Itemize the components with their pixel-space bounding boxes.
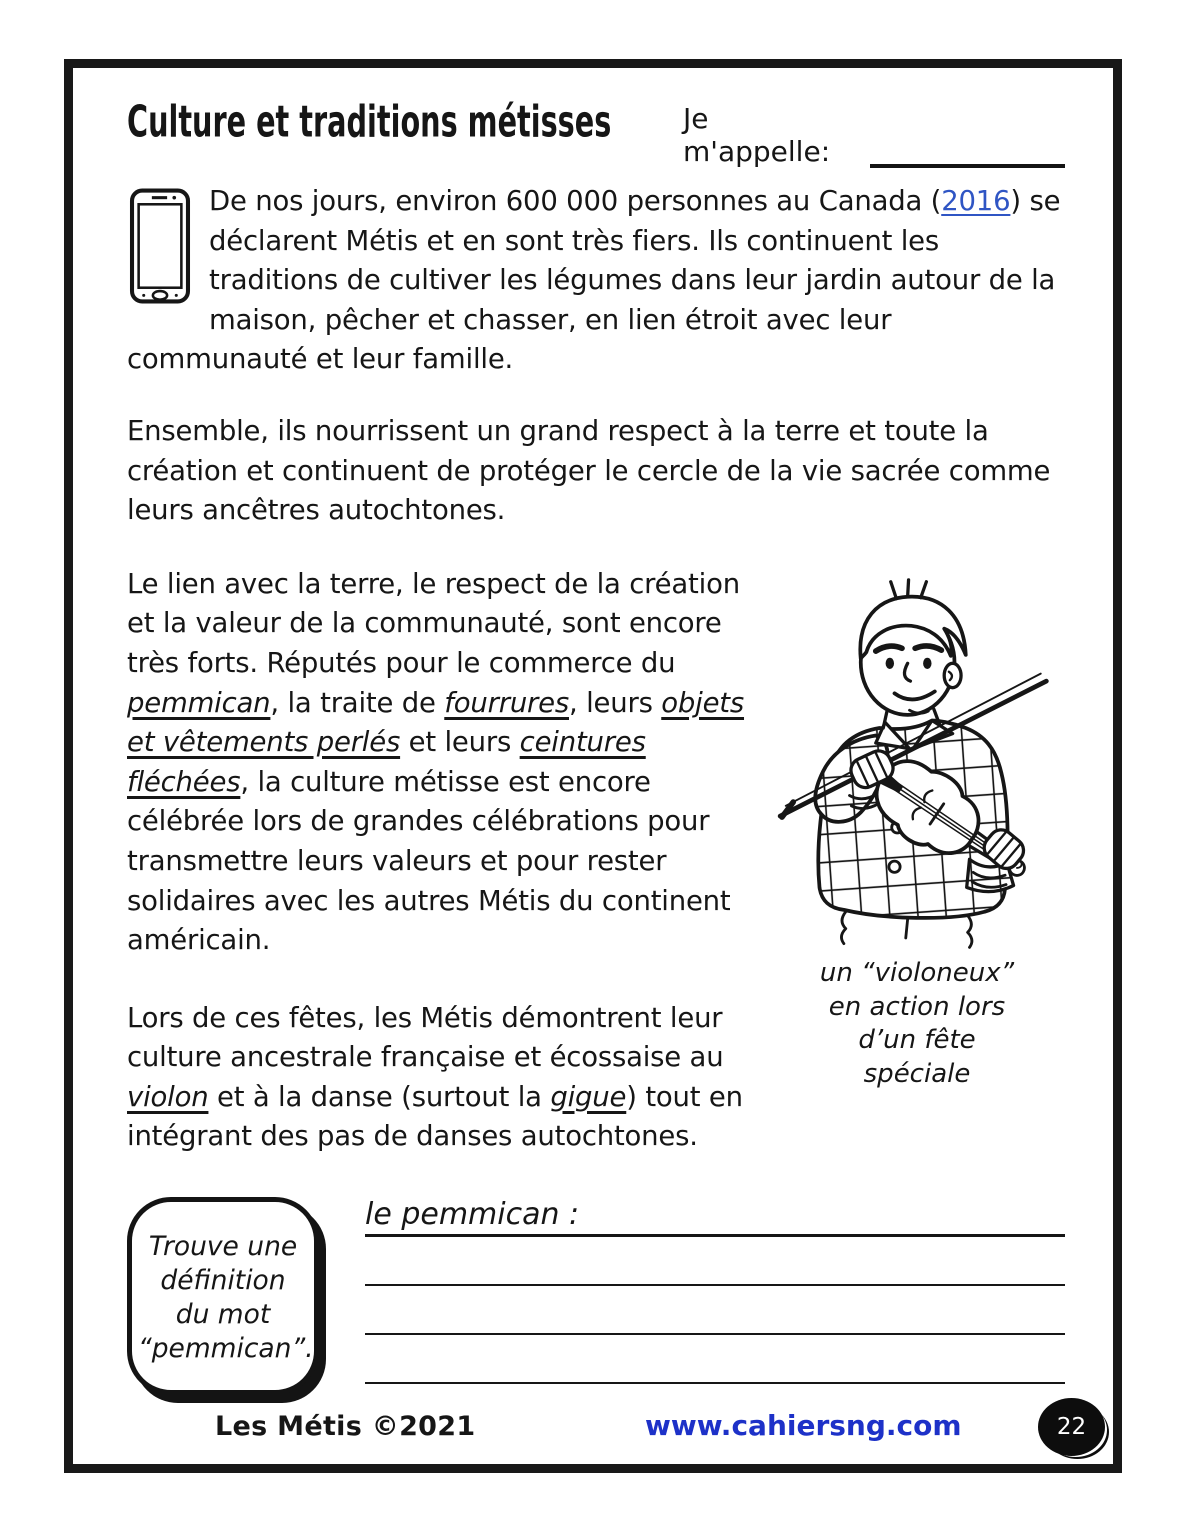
underlined-term: ceintures fléchées [127,726,646,798]
writing-line [365,1335,1065,1384]
fiddler-head [860,580,965,728]
underlined-term: objets et vêtements perlés [127,686,745,759]
underlined-term: violon [127,1080,209,1113]
text-run: , la traite de [270,686,445,719]
text-run: ) tout en intégrant des pas de danses autochtones. [127,1080,743,1153]
text-line: “pemmican”. [138,1332,314,1364]
page-number: 22 [1056,1414,1087,1440]
page-number-badge [1038,1398,1105,1456]
text-line: d’un fête [858,1025,976,1056]
name-field-group [683,102,1065,168]
intro-paragraph [127,182,1065,380]
footer-series-title: Les Métis ©2021 [215,1411,476,1442]
figure-column [767,565,1067,1157]
text-run: et à la danse (surtout la [208,1080,551,1113]
text-run: et leurs [400,726,520,759]
text-run: Ensemble, ils nourrissent un grand respect à la terre et toute la création et continuent de protéger le cercle de la vie sacrée comme leurs ancêtres autochtones. [127,414,1051,527]
text-line: du mot [175,1298,271,1330]
pemmican-prompt-line [365,1197,1065,1237]
text-line: un “violoneux” [819,957,1015,988]
page-header [127,98,1065,168]
census-2016-link[interactable]: 2016 [941,185,1011,217]
underlined-term: pemmican [127,686,271,719]
fiddler-illustration [767,567,1067,949]
writing-line [365,1237,1065,1286]
page-title: Culture et traditions métisses [127,98,612,148]
middle-section [127,565,1065,1157]
text-line: Trouve une [148,1231,298,1263]
worksheet-page [64,59,1122,1473]
text-run: Lors de ces fêtes, les Métis démontrent leur culture ancestrale française et écossaise au [127,1001,724,1074]
writing-lines [365,1237,1065,1384]
fetes-paragraph [127,999,767,1157]
underlined-term: gigue [550,1080,627,1113]
text-run: De nos jours, environ 600 000 personnes au Canada ( [209,185,942,217]
text-run: Le lien avec la terre, le respect de la création et la valeur de la communauté, sont encore très forts. Réputés pour le commerce du [127,567,740,679]
text-run: , la culture métisse est encore célébrée lors de grandes célébrations pour transmettre leurs valeurs et pour rester solidaires avec les autres Métis du continent américain. [127,765,731,957]
text-line: définition [160,1264,286,1296]
definition-activity [127,1197,1065,1395]
middle-text-column [127,565,767,1157]
text-line: en action lors [828,991,1006,1022]
underlined-term: fourrures [444,686,569,719]
footer-website-link[interactable]: www.cahiersng.com [645,1409,962,1442]
text-line: spéciale [863,1059,971,1090]
intro-paragraph-text [127,185,1060,375]
name-prompt-label: Je m'appelle: [683,102,831,168]
pemmican-prompt-label: le pemmican : [365,1197,580,1233]
definition-bubble [127,1197,319,1395]
figure-caption [820,957,1014,1092]
culture-paragraph [127,565,767,961]
text-run: , leurs [569,686,662,719]
writing-line [365,1286,1065,1335]
name-blank-field [870,132,1065,168]
smartphone-icon [129,188,191,304]
respect-paragraph [127,412,1065,531]
text-run: ) se déclarent Métis et en sont très fiers. Ils continuent les traditions de cultiver les légumes dans leur jardin autour de la maison, pêcher et chasser, en lien étroit avec leur communauté et leur famille. [127,185,1061,376]
writing-area [365,1197,1065,1395]
